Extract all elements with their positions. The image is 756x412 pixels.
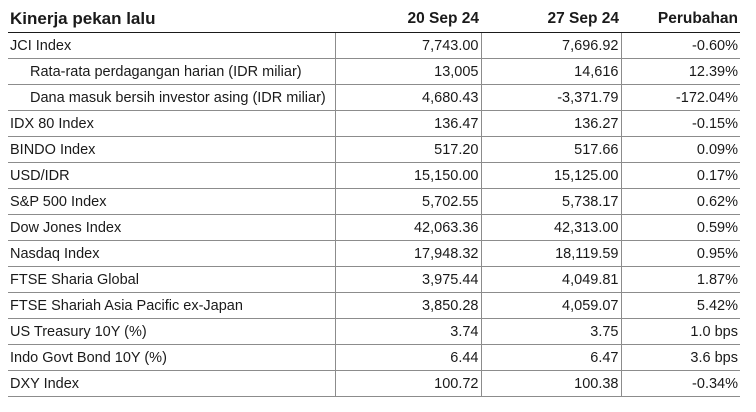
header-row xyxy=(8,6,740,33)
performance-table xyxy=(8,6,740,397)
table-row xyxy=(8,293,740,319)
value-20-sep-24: 6.44 xyxy=(335,345,481,371)
table-row xyxy=(8,267,740,293)
change-value: -0.34% xyxy=(621,371,740,397)
table-row xyxy=(8,163,740,189)
value-20-sep-24: 4,680.43 xyxy=(335,85,481,111)
value-27-sep-24: 6.47 xyxy=(481,345,621,371)
row-label: Rata-rata perdagangan harian (IDR miliar) xyxy=(8,59,335,85)
table-row xyxy=(8,137,740,163)
table-title: Kinerja pekan lalu xyxy=(8,6,335,33)
table-row xyxy=(8,319,740,345)
column-header-date-2: 27 Sep 24 xyxy=(481,6,621,33)
value-27-sep-24: 14,616 xyxy=(481,59,621,85)
value-20-sep-24: 13,005 xyxy=(335,59,481,85)
row-label: Dow Jones Index xyxy=(8,215,335,241)
value-27-sep-24: 100.38 xyxy=(481,371,621,397)
column-header-change: Perubahan xyxy=(621,6,740,33)
row-label: IDX 80 Index xyxy=(8,111,335,137)
table-header xyxy=(8,6,740,33)
row-label: FTSE Shariah Asia Pacific ex-Japan xyxy=(8,293,335,319)
value-20-sep-24: 517.20 xyxy=(335,137,481,163)
value-27-sep-24: 42,313.00 xyxy=(481,215,621,241)
change-value: 5.42% xyxy=(621,293,740,319)
change-value: 1.0 bps xyxy=(621,319,740,345)
row-label: FTSE Sharia Global xyxy=(8,267,335,293)
value-20-sep-24: 100.72 xyxy=(335,371,481,397)
value-20-sep-24: 3.74 xyxy=(335,319,481,345)
value-20-sep-24: 42,063.36 xyxy=(335,215,481,241)
value-27-sep-24: 3.75 xyxy=(481,319,621,345)
change-value: -0.60% xyxy=(621,33,740,59)
change-value: -0.15% xyxy=(621,111,740,137)
row-label: DXY Index xyxy=(8,371,335,397)
value-20-sep-24: 3,850.28 xyxy=(335,293,481,319)
column-header-date-1: 20 Sep 24 xyxy=(335,6,481,33)
row-label: Nasdaq Index xyxy=(8,241,335,267)
value-27-sep-24: 4,049.81 xyxy=(481,267,621,293)
row-label: US Treasury 10Y (%) xyxy=(8,319,335,345)
change-value: 0.17% xyxy=(621,163,740,189)
row-label: S&P 500 Index xyxy=(8,189,335,215)
value-20-sep-24: 136.47 xyxy=(335,111,481,137)
change-value: 0.09% xyxy=(621,137,740,163)
value-27-sep-24: 136.27 xyxy=(481,111,621,137)
table-row xyxy=(8,371,740,397)
row-label: BINDO Index xyxy=(8,137,335,163)
row-label: Dana masuk bersih investor asing (IDR miliar) xyxy=(8,85,335,111)
table-row xyxy=(8,85,740,111)
change-value: 0.62% xyxy=(621,189,740,215)
value-27-sep-24: 18,119.59 xyxy=(481,241,621,267)
value-27-sep-24: 4,059.07 xyxy=(481,293,621,319)
table-row xyxy=(8,33,740,59)
change-value: 0.95% xyxy=(621,241,740,267)
table-row xyxy=(8,215,740,241)
value-20-sep-24: 7,743.00 xyxy=(335,33,481,59)
value-27-sep-24: 5,738.17 xyxy=(481,189,621,215)
table-body xyxy=(8,33,740,397)
value-20-sep-24: 15,150.00 xyxy=(335,163,481,189)
table-row xyxy=(8,189,740,215)
value-20-sep-24: 17,948.32 xyxy=(335,241,481,267)
value-27-sep-24: 517.66 xyxy=(481,137,621,163)
table-row xyxy=(8,345,740,371)
value-27-sep-24: 7,696.92 xyxy=(481,33,621,59)
value-20-sep-24: 3,975.44 xyxy=(335,267,481,293)
table-row xyxy=(8,59,740,85)
value-27-sep-24: -3,371.79 xyxy=(481,85,621,111)
change-value: 12.39% xyxy=(621,59,740,85)
row-label: JCI Index xyxy=(8,33,335,59)
value-27-sep-24: 15,125.00 xyxy=(481,163,621,189)
table-row xyxy=(8,111,740,137)
change-value: -172.04% xyxy=(621,85,740,111)
row-label: USD/IDR xyxy=(8,163,335,189)
change-value: 0.59% xyxy=(621,215,740,241)
value-20-sep-24: 5,702.55 xyxy=(335,189,481,215)
change-value: 3.6 bps xyxy=(621,345,740,371)
change-value: 1.87% xyxy=(621,267,740,293)
table-row xyxy=(8,241,740,267)
row-label: Indo Govt Bond 10Y (%) xyxy=(8,345,335,371)
